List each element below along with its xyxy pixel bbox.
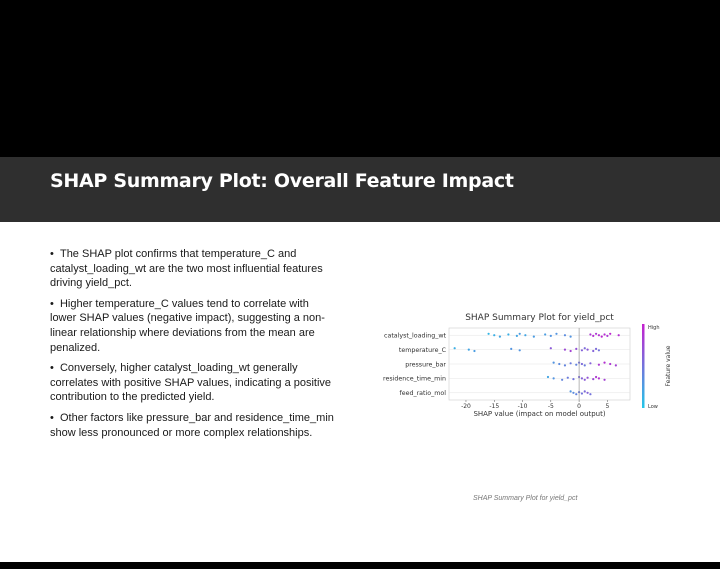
shap-point <box>584 379 586 381</box>
feature-label: feed_ratio_mol <box>399 390 446 398</box>
shap-point <box>603 362 605 364</box>
bullet-item: • The SHAP plot confirms that temperature_C and catalyst_loading_wt are the two most influential features driving yield_pct. <box>50 247 335 291</box>
colorbar-high-label: High <box>648 325 660 331</box>
shap-point <box>575 348 577 350</box>
shap-point <box>592 350 594 352</box>
shap-point <box>598 349 600 351</box>
colorbar-label: Feature value <box>665 345 672 387</box>
shap-point <box>581 363 583 365</box>
shap-point <box>589 362 591 364</box>
shap-point <box>618 334 620 336</box>
shap-point <box>567 377 569 379</box>
shap-point <box>598 377 600 379</box>
shap-point <box>561 379 563 381</box>
shap-point <box>609 333 611 335</box>
shap-point <box>533 336 535 338</box>
x-tick-label: -20 <box>461 403 471 410</box>
x-tick-label: -15 <box>489 403 500 410</box>
shap-point <box>550 335 552 337</box>
shap-point <box>553 362 555 364</box>
shap-point <box>603 333 605 335</box>
shap-point <box>547 376 549 378</box>
shap-point <box>586 377 588 379</box>
feature-label: catalyst_loading_wt <box>384 332 446 340</box>
shap-point <box>609 363 611 365</box>
colorbar <box>642 324 645 408</box>
shap-point <box>598 334 600 336</box>
shap-point <box>572 378 574 380</box>
shap-point <box>606 335 608 337</box>
shap-point <box>558 363 560 365</box>
colorbar-low-label: Low <box>648 404 658 410</box>
shap-point <box>519 349 521 351</box>
shap-point <box>555 333 557 335</box>
shap-point <box>584 390 586 392</box>
shap-point <box>570 350 572 352</box>
shap-point <box>570 336 572 338</box>
shap-point <box>584 347 586 349</box>
shap-point <box>544 333 546 335</box>
shap-point <box>572 392 574 394</box>
top-margin <box>0 0 720 157</box>
shap-point <box>550 347 552 349</box>
feature-label: temperature_C <box>398 346 446 354</box>
shap-summary-plot <box>378 308 678 424</box>
shap-point <box>615 364 617 366</box>
slide-title: SHAP Summary Plot: Overall Feature Impact <box>50 170 514 192</box>
x-tick-label: 0 <box>577 403 582 410</box>
x-tick-label: -10 <box>517 403 528 410</box>
shap-point <box>473 350 475 352</box>
shap-point <box>589 333 591 335</box>
shap-point <box>592 335 594 337</box>
shap-point <box>516 335 518 337</box>
shap-point <box>581 392 583 394</box>
shap-point <box>510 348 512 350</box>
shap-point <box>586 392 588 394</box>
shap-point <box>603 379 605 381</box>
shap-plot-svg <box>378 308 678 424</box>
x-axis-label: SHAP value (impact on model output) <box>473 410 606 418</box>
bullet-item: • Other factors like pressure_bar and residence_time_min show less pronounced or more complex relationships. <box>50 411 335 440</box>
title-bar <box>0 157 720 222</box>
shap-point <box>468 349 470 351</box>
shap-point <box>553 377 555 379</box>
x-tick-label: 5 <box>605 403 610 410</box>
shap-point <box>595 333 597 335</box>
slide-content <box>0 222 720 562</box>
x-tick-label: -5 <box>547 403 554 410</box>
shap-point <box>487 333 489 335</box>
shap-point <box>454 347 456 349</box>
shap-point <box>570 390 572 392</box>
shap-point <box>595 376 597 378</box>
shap-point <box>601 336 603 338</box>
shap-point <box>493 334 495 336</box>
shap-point <box>499 336 501 338</box>
shap-point <box>589 393 591 395</box>
shap-point <box>575 364 577 366</box>
shap-point <box>519 333 521 335</box>
bullet-list <box>50 247 335 446</box>
shap-point <box>598 364 600 366</box>
shap-point <box>584 364 586 366</box>
shap-point <box>564 334 566 336</box>
feature-label: pressure_bar <box>405 361 446 369</box>
figure-caption: SHAP Summary Plot for yield_pct <box>473 495 578 502</box>
shap-point <box>507 333 509 335</box>
bottom-margin <box>0 562 720 569</box>
shap-point <box>586 349 588 351</box>
bullet-item: • Conversely, higher catalyst_loading_wt generally correlates with positive SHAP values, indicating a positive contribution to the predicted yield. <box>50 361 335 405</box>
shap-point <box>581 377 583 379</box>
shap-point <box>564 364 566 366</box>
shap-point <box>581 349 583 351</box>
shap-point <box>595 348 597 350</box>
shap-point <box>575 393 577 395</box>
bullet-item: • Higher temperature_C values tend to correlate with lower SHAP values (negative impact), suggesting a non-linear relationship where deviations from the mean are penalized. <box>50 297 335 355</box>
shap-point <box>592 378 594 380</box>
feature-label: residence_time_min <box>383 375 446 383</box>
chart-title: SHAP Summary Plot for yield_pct <box>465 313 614 323</box>
shap-point <box>524 334 526 336</box>
shap-point <box>570 362 572 364</box>
shap-point <box>564 349 566 351</box>
